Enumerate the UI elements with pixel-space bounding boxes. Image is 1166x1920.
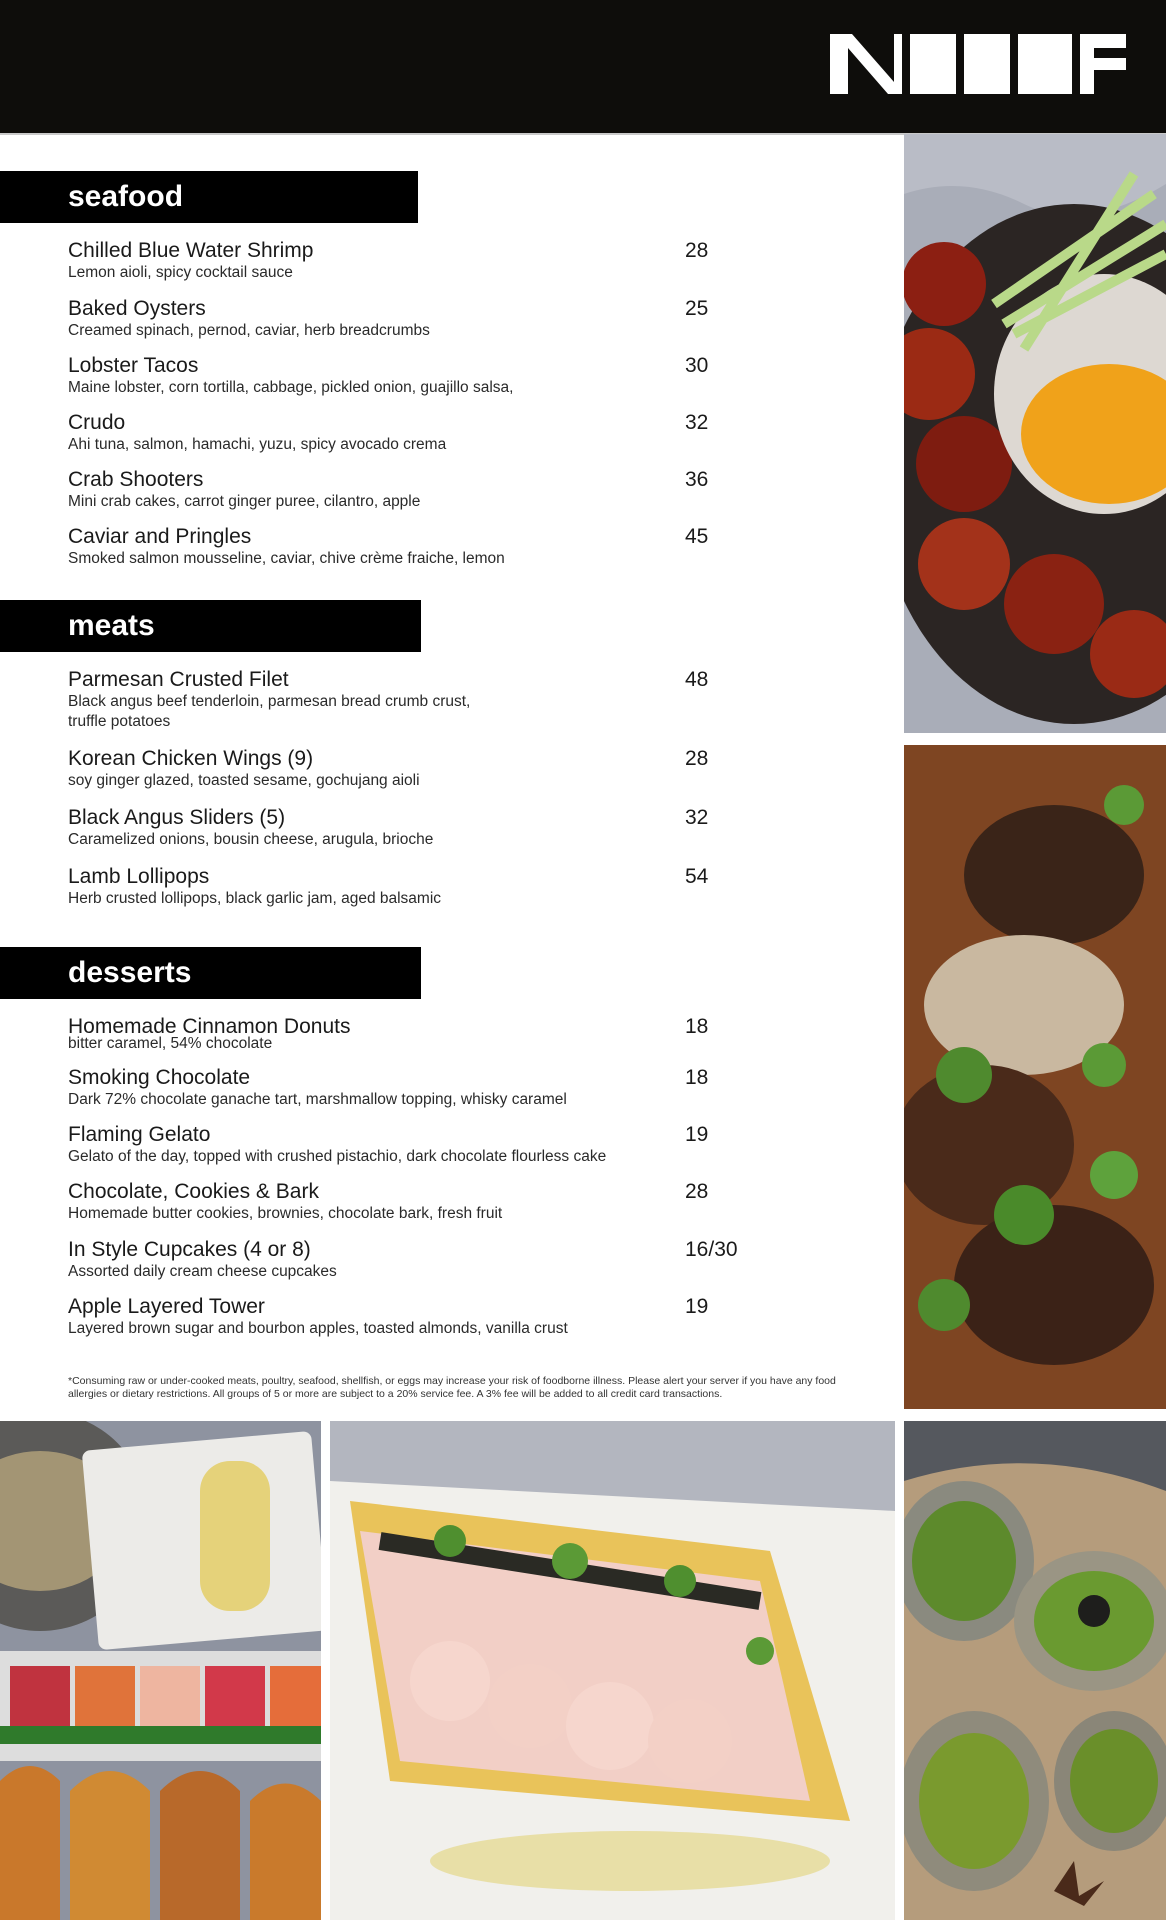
item-price: 19 [685,1123,709,1146]
menu-item [68,1122,768,1167]
item-name: Lamb Lollipops [68,865,210,888]
chicken-wings-photo [904,134,1166,733]
item-price: 30 [685,354,709,377]
item-name: Smoking Chocolate [68,1066,251,1089]
item-price: 18 [685,1015,709,1038]
item-description: Black angus beef tenderloin, parmesan bread crumb crust, [68,693,471,710]
menu-item [68,524,768,569]
menu-item [68,296,768,341]
item-name: Homemade Cinnamon Donuts [68,1015,351,1038]
menu-item [68,1237,768,1282]
menu-item [68,805,768,850]
disclaimer-text: *Consuming raw or under-cooked meats, poultry, seafood, shellfish, or eggs may increase your risk of foodborne illness. Please alert your server if you have any food allergies or dietary restrictions. All groups of 5 or more are subject to a 20% service fee. A 3% fee will be added to all credit card transactions. [68,1375,836,1400]
section-title-meats: meats [0,600,421,652]
menu-item [68,1065,768,1110]
item-name: Crab Shooters [68,468,204,491]
item-name: Korean Chicken Wings (9) [68,747,314,770]
item-price: 32 [685,411,709,434]
sushi-and-tacos-photo [0,1421,321,1920]
item-description: Lemon aioli, spicy cocktail sauce [68,264,293,281]
item-price: 28 [685,239,709,262]
item-price: 32 [685,806,709,829]
caviar-tacos-photo [330,1421,895,1920]
menu-item [68,667,768,732]
menu-item [68,353,768,398]
lamb-lollipops-photo [904,745,1166,1409]
item-description: Gelato of the day, topped with crushed pistachio, dark chocolate flourless cake [68,1148,607,1165]
item-name: Parmesan Crusted Filet [68,668,289,691]
menu-item [68,1294,768,1339]
item-price: 28 [685,747,709,770]
item-price: 16/30 [685,1238,738,1261]
section-title-desserts: desserts [0,947,421,999]
item-price: 54 [685,865,709,888]
item-description: Homemade butter cookies, brownies, chocolate bark, fresh fruit [68,1205,503,1222]
item-price: 45 [685,525,709,548]
item-description: Layered brown sugar and bourbon apples, toasted almonds, vanilla crust [68,1320,568,1337]
item-price: 18 [685,1066,709,1089]
item-price: 36 [685,468,709,491]
menu-item [68,467,768,512]
item-price: 48 [685,668,709,691]
menu-item [68,746,768,791]
item-name: Black Angus Sliders (5) [68,806,286,829]
item-name: Apple Layered Tower [68,1295,265,1318]
item-name: Chocolate, Cookies & Bark [68,1180,319,1203]
item-name: In Style Cupcakes (4 or 8) [68,1238,311,1261]
item-price: 25 [685,297,709,320]
menu-item [68,410,768,455]
item-description: Ahi tuna, salmon, hamachi, yuzu, spicy avocado crema [68,436,447,453]
item-description: Dark 72% chocolate ganache tart, marshmallow topping, whisky caramel [68,1091,567,1108]
item-description-line2: truffle potatoes [68,713,171,730]
menu-item [68,238,768,283]
item-description: soy ginger glazed, toasted sesame, gochujang aioli [68,772,420,789]
item-name: Caviar and Pringles [68,525,252,548]
header-bar [0,0,1166,135]
item-description: Maine lobster, corn tortilla, cabbage, pickled onion, guajillo salsa, [68,379,514,396]
item-description: Caramelized onions, bousin cheese, arugula, brioche [68,831,434,848]
item-name: Baked Oysters [68,297,206,320]
item-name: Lobster Tacos [68,354,199,377]
baked-oysters-photo [904,1421,1166,1920]
item-name: Crudo [68,411,126,434]
menu-item [68,864,768,909]
item-price: 19 [685,1295,709,1318]
section-title-seafood: seafood [0,171,418,223]
item-description: Assorted daily cream cheese cupcakes [68,1263,337,1280]
item-description: Smoked salmon mousseline, caviar, chive crème fraiche, lemon [68,550,505,567]
item-price: 28 [685,1180,709,1203]
item-description: bitter caramel, 54% chocolate [68,1035,273,1052]
item-name: Flaming Gelato [68,1123,211,1146]
item-name: Chilled Blue Water Shrimp [68,239,314,262]
menu-item [68,1179,768,1224]
item-description: Creamed spinach, pernod, caviar, herb breadcrumbs [68,322,430,339]
item-description: Mini crab cakes, carrot ginger puree, cilantro, apple [68,493,421,510]
menu-item [68,1014,768,1054]
item-description: Herb crusted lollipops, black garlic jam, aged balsamic [68,890,442,907]
roof-logo-icon [830,34,1126,94]
